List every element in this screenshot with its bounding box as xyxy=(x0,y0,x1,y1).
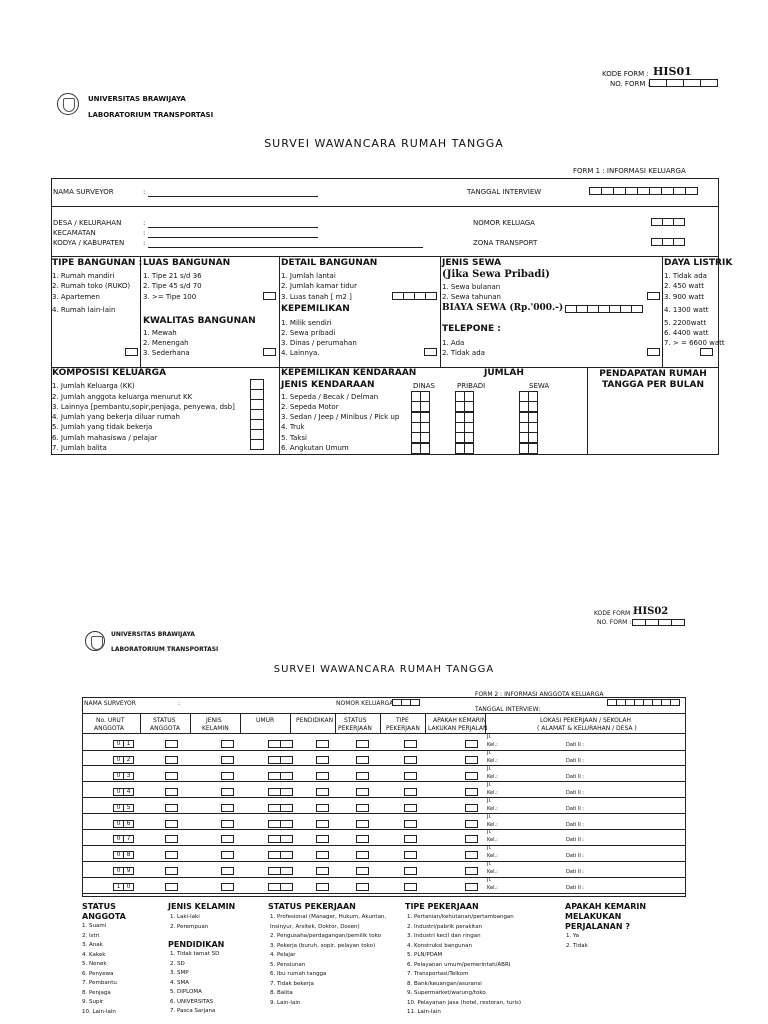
answer-box[interactable] xyxy=(466,835,478,843)
university-logo-icon-2 xyxy=(85,631,105,651)
pribadi-col: PRIBADI xyxy=(457,382,486,390)
lab-name-2: LABORATORIUM TRANSPORTASI xyxy=(111,646,219,653)
legend-item: 4. SMA xyxy=(170,979,189,986)
kepemilikan-title: KEPEMILIKAN xyxy=(281,304,350,314)
answer-box[interactable] xyxy=(222,867,234,875)
answer-box[interactable] xyxy=(269,804,293,812)
answer-box[interactable] xyxy=(317,740,329,748)
answer-box[interactable] xyxy=(317,772,329,780)
kepemilikan-box[interactable] xyxy=(424,348,437,356)
legend-item: 5. PLN/PDAM xyxy=(407,952,443,958)
answer-box[interactable] xyxy=(357,820,369,828)
legend-item: 2. SD xyxy=(170,960,185,967)
nomor-keluarga-2-label: NOMOR KELUARGA xyxy=(336,700,394,707)
legend-item: 2. Perempuan xyxy=(170,923,209,930)
answer-box[interactable] xyxy=(166,772,178,780)
tanggal-interview-2-boxes[interactable] xyxy=(608,699,680,706)
answer-box[interactable] xyxy=(466,756,478,764)
answer-box[interactable] xyxy=(269,883,293,891)
answer-box[interactable] xyxy=(269,820,293,828)
legend-item: 7. Transportasi/Telkom xyxy=(407,971,469,977)
kendaraan-count-box[interactable] xyxy=(456,443,474,454)
legend-item: 1. Tidak tamat SD xyxy=(170,951,220,957)
answer-box[interactable] xyxy=(269,788,293,796)
kendaraan-count-box[interactable] xyxy=(520,443,538,454)
legend-item: 8. Balita xyxy=(270,990,293,996)
answer-box[interactable] xyxy=(222,835,234,843)
kode-form2-value: HIS02 xyxy=(633,606,669,617)
kodya-label: KODYA / KABUPATEN xyxy=(53,239,125,247)
legend-item: 1. Pertanian/kehutanan/pertambangan xyxy=(407,914,514,920)
answer-box[interactable] xyxy=(166,835,178,843)
university-logo-icon xyxy=(57,93,79,115)
jenis-sewa-box[interactable] xyxy=(647,292,660,300)
answer-box[interactable] xyxy=(357,883,369,891)
zona-transport-label: ZONA TRANSPORT xyxy=(473,239,538,247)
legend-item: 5. Nenek xyxy=(82,961,107,967)
answer-box[interactable] xyxy=(317,804,329,812)
answer-box[interactable] xyxy=(357,835,369,843)
legend-item: 7. Pembantu xyxy=(82,980,117,986)
answer-box[interactable] xyxy=(222,756,234,764)
answer-box[interactable] xyxy=(166,883,178,891)
answer-box[interactable] xyxy=(269,867,293,875)
answer-box[interactable] xyxy=(466,772,478,780)
legend-item: 2. Tidak xyxy=(566,942,588,949)
tanggal-interview-boxes[interactable] xyxy=(590,187,698,195)
answer-box[interactable] xyxy=(405,835,417,843)
form2-subtitle: FORM 2 : INFORMASI ANGGOTA KELUARGA xyxy=(475,691,604,698)
telepone-box[interactable] xyxy=(647,348,660,356)
urut-boxes: 0 5 xyxy=(114,804,134,812)
kode-form2-label: KODE FORM : xyxy=(594,610,635,617)
legend-item: 4. Pelajar xyxy=(270,952,296,958)
university-name-2: UNIVERSITAS BRAWIJAYA xyxy=(111,631,195,638)
kodya-field[interactable] xyxy=(148,247,423,248)
biaya-sewa-title: BIAYA SEWA (Rp.'000.-) xyxy=(442,303,564,313)
nomor-keluarga-label: NOMOR KELUAGA xyxy=(473,219,535,227)
answer-box[interactable] xyxy=(222,804,234,812)
pendapatan-title: PENDAPATAN RUMAH TANGGA PER BULAN xyxy=(599,369,707,390)
daya-listrik-title: DAYA LISTRIK xyxy=(664,258,733,268)
answer-box[interactable] xyxy=(405,788,417,796)
kepemilikan-kendaraan-title: KEPEMILIKAN KENDARAAN xyxy=(281,368,417,378)
legend-item: 8. Penjaga xyxy=(82,989,111,996)
legend-item: 6. UNIVERSITAS xyxy=(170,998,214,1005)
answer-box[interactable] xyxy=(166,804,178,812)
daya-listrik-box[interactable] xyxy=(700,348,713,356)
urut-boxes: 0 7 xyxy=(114,835,134,843)
answer-box[interactable] xyxy=(466,883,478,891)
answer-box[interactable] xyxy=(466,740,478,748)
luas-bangunan-box[interactable] xyxy=(263,292,276,300)
nama-surveyor-2-label: NAMA SURVEYOR xyxy=(84,700,136,707)
biaya-sewa-boxes[interactable] xyxy=(566,305,643,313)
legend-item: 1. Ya xyxy=(566,933,579,939)
answer-box[interactable] xyxy=(405,851,417,859)
answer-box[interactable] xyxy=(357,772,369,780)
kwalitas-bangunan-box[interactable] xyxy=(263,348,276,356)
answer-box[interactable] xyxy=(317,867,329,875)
answer-box[interactable] xyxy=(222,883,234,891)
nomor-keluarga-2-boxes[interactable] xyxy=(393,699,420,706)
tipe-bangunan-box[interactable] xyxy=(125,348,138,356)
legend-item: 5. DIPLOMA xyxy=(170,989,202,995)
answer-box[interactable] xyxy=(405,756,417,764)
answer-box[interactable] xyxy=(222,772,234,780)
answer-box[interactable] xyxy=(357,851,369,859)
answer-box[interactable] xyxy=(466,804,478,812)
komposisi-title: KOMPOSISI KELUARGA xyxy=(52,368,167,378)
university-name: UNIVERSITAS BRAWIJAYA xyxy=(88,95,186,103)
legend-item: 1. Laki-laki xyxy=(170,914,200,920)
answer-box[interactable] xyxy=(357,756,369,764)
jenis-kendaraan-title: JENIS KENDARAAN xyxy=(281,380,375,390)
luas-tanah-boxes[interactable] xyxy=(393,292,437,300)
legend-item: 8. Bank/keuangan/asuransi xyxy=(407,980,482,987)
jenis-sewa-subtitle: (Jika Sewa Pribadi) xyxy=(442,269,550,280)
answer-box[interactable] xyxy=(357,788,369,796)
answer-box[interactable] xyxy=(405,772,417,780)
komposisi-boxes[interactable] xyxy=(250,380,264,450)
page-title: SURVEI WAWANCARA RUMAH TANGGA xyxy=(264,137,504,150)
urut-boxes: 0 9 xyxy=(114,867,134,875)
legend-item: 11. Lain-lain xyxy=(407,1009,441,1015)
answer-box[interactable] xyxy=(466,867,478,875)
answer-box[interactable] xyxy=(269,835,293,843)
kode-form-value: HIS01 xyxy=(653,65,692,78)
legend-item: 9. Lain-lain xyxy=(270,999,301,1006)
urut-boxes: 0 2 xyxy=(114,756,134,764)
legend-item: 4. Kakek xyxy=(82,951,106,958)
detail-bangunan-title: DETAIL BANGUNAN xyxy=(281,258,378,268)
page-title-2: SURVEI WAWANCARA RUMAH TANGGA xyxy=(273,664,495,675)
legend-item: Insinyur, Arsitek, Doktor, Dosen) xyxy=(270,923,360,930)
legend-item: 3. Anak xyxy=(82,942,103,948)
urut-boxes: 0 6 xyxy=(114,820,134,828)
desa-label: DESA / KELURAHAN xyxy=(53,219,122,227)
answer-box[interactable] xyxy=(317,756,329,764)
urut-boxes: 0 3 xyxy=(114,772,134,780)
legend-item: 9. Supermarket/warung/toko xyxy=(407,990,486,996)
form-subtitle: FORM 1 : INFORMASI KELUARGA xyxy=(573,167,686,175)
legend-item: 3. SMP xyxy=(170,970,189,976)
kwalitas-bangunan-title: KWALITAS BANGUNAN xyxy=(143,316,256,326)
dinas-col: DINAS xyxy=(413,382,435,390)
legend-item: 3. Industri kecil dan ringan xyxy=(407,933,481,939)
legend-item: 1. Profesional (Manager, Hukum, Akuntan, xyxy=(270,914,387,920)
answer-box[interactable] xyxy=(269,772,293,780)
jumlah-title: JUMLAH xyxy=(484,368,524,378)
tanggal-interview-2-label: TANGGAL INTERVIEW: xyxy=(475,706,541,713)
legend-item: 10. Pelayanan jasa (hotel, restoran, turis) xyxy=(407,999,522,1006)
answer-box[interactable] xyxy=(317,788,329,796)
answer-box[interactable] xyxy=(317,851,329,859)
jenis-sewa-title: JENIS SEWA xyxy=(442,258,502,268)
answer-box[interactable] xyxy=(166,851,178,859)
answer-box[interactable] xyxy=(222,740,234,748)
urut-boxes: 0 1 xyxy=(114,740,134,748)
no-form2-boxes[interactable] xyxy=(633,619,685,626)
answer-box[interactable] xyxy=(222,820,234,828)
answer-box[interactable] xyxy=(317,883,329,891)
urut-boxes: 0 8 xyxy=(114,851,134,859)
answer-box[interactable] xyxy=(357,740,369,748)
answer-box[interactable] xyxy=(269,756,293,764)
answer-box[interactable] xyxy=(466,851,478,859)
legend-item: 6. Ibu rumah tangga xyxy=(270,971,327,977)
answer-box[interactable] xyxy=(466,788,478,796)
legend-item: 3. Pekerja (buruh, sopir, pelayan toko) xyxy=(270,942,376,949)
legend-item: 2. Pengusaha/perdagangan/pemilik toko xyxy=(270,933,381,939)
no-form2-label: NO. FORM : xyxy=(597,619,632,626)
kode-form-label: KODE FORM : xyxy=(602,70,649,78)
answer-box[interactable] xyxy=(166,756,178,764)
kecamatan-label: KECAMATAN xyxy=(53,229,96,237)
legend-item: 6. Penyewa xyxy=(82,970,114,977)
nama-surveyor-label: NAMA SURVEYOR xyxy=(53,188,114,196)
legend-item: 5. Pensiunan xyxy=(270,961,306,968)
kendaraan-count-box[interactable] xyxy=(412,443,430,454)
luas-bangunan-title: LUAS BANGUNAN xyxy=(143,258,231,268)
lab-name: LABORATORIUM TRANSPORTASI xyxy=(88,111,214,119)
urut-boxes: 0 4 xyxy=(114,788,134,796)
legend-item: 1. Suami xyxy=(82,923,107,929)
answer-box[interactable] xyxy=(222,851,234,859)
telepone-title: TELEPONE : xyxy=(442,324,501,334)
legend-item: 7. Tidak bekerja xyxy=(270,980,314,987)
no-form-label: NO. FORM : xyxy=(610,80,650,88)
answer-box[interactable] xyxy=(166,867,178,875)
answer-box[interactable] xyxy=(405,740,417,748)
legend-item: 4. Konstruksi bangunan xyxy=(407,942,472,949)
answer-box[interactable] xyxy=(317,835,329,843)
answer-box[interactable] xyxy=(317,820,329,828)
answer-box[interactable] xyxy=(466,820,478,828)
kecamatan-field[interactable] xyxy=(148,237,318,238)
legend-item: 7. Pasca Sarjana xyxy=(170,1008,216,1014)
answer-box[interactable] xyxy=(405,820,417,828)
answer-box[interactable] xyxy=(166,740,178,748)
answer-box[interactable] xyxy=(405,883,417,891)
nama-surveyor-field[interactable] xyxy=(148,196,318,197)
answer-box[interactable] xyxy=(405,867,417,875)
legend-item: 2. Istri xyxy=(82,932,100,939)
answer-box[interactable] xyxy=(166,820,178,828)
legend-item: 10. Lain-lain xyxy=(82,1008,116,1015)
answer-box[interactable] xyxy=(222,788,234,796)
legend-item: 2. Industri/pabrik perakitan xyxy=(407,923,483,930)
desa-field[interactable] xyxy=(148,227,318,228)
tipe-bangunan-title: TIPE BANGUNAN : xyxy=(52,258,143,268)
tanggal-interview-label: TANGGAL INTERVIEW xyxy=(467,188,542,196)
legend-item: 6. Pelayanan umum/pemerintah/ABRI xyxy=(407,961,511,968)
answer-box[interactable] xyxy=(405,804,417,812)
answer-box[interactable] xyxy=(357,867,369,875)
no-form-boxes[interactable] xyxy=(650,79,718,87)
answer-box[interactable] xyxy=(357,804,369,812)
nomor-keluarga-boxes[interactable] xyxy=(652,218,685,226)
sewa-col: SEWA xyxy=(529,382,550,390)
legend-item: 9. Supir xyxy=(82,999,104,1005)
answer-box[interactable] xyxy=(166,788,178,796)
zona-transport-boxes[interactable] xyxy=(652,238,685,246)
answer-box[interactable] xyxy=(269,740,293,748)
urut-boxes: 1 0 xyxy=(114,883,134,891)
answer-box[interactable] xyxy=(269,851,293,859)
